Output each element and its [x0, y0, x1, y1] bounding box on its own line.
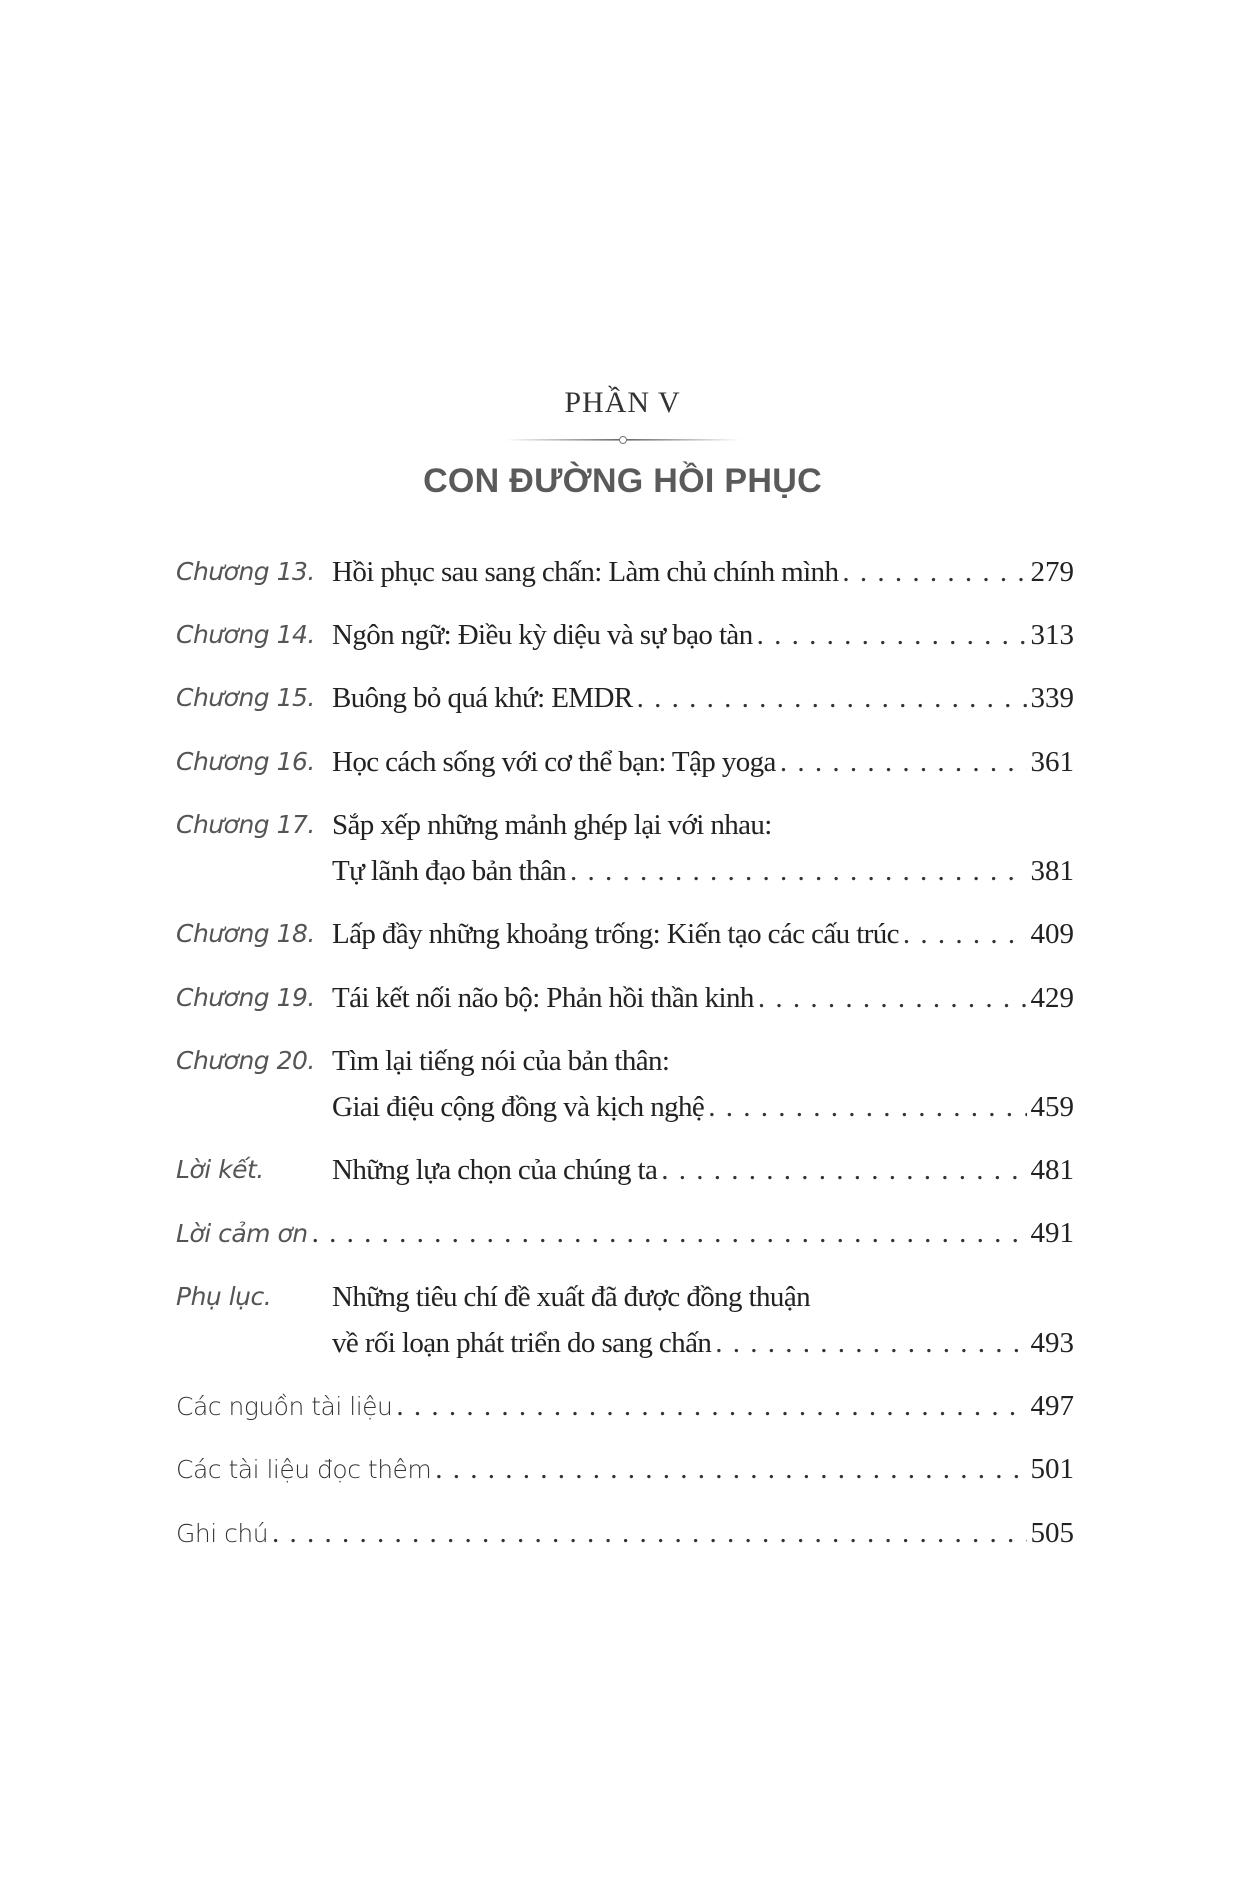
toc-entry-line	[332, 742, 1074, 788]
part-label: PHẦN V	[564, 386, 681, 419]
part-title: CON ĐƯỜNG HỒI PHỤC	[423, 462, 822, 500]
toc-entry-label: Chương 16.	[176, 747, 315, 776]
toc-entry[interactable]	[176, 1277, 1074, 1369]
dot-leader	[661, 1150, 1026, 1190]
toc-entry-page: 501	[1030, 1453, 1074, 1485]
toc-entry-line	[332, 678, 1074, 724]
toc-entry-line	[332, 552, 1074, 598]
toc-entry-title: Các nguồn tài liệu	[176, 1392, 393, 1421]
dot-leader	[637, 678, 1027, 718]
toc-entry[interactable]	[176, 978, 1074, 1024]
toc-entry-line	[332, 978, 1074, 1024]
toc-entry[interactable]	[176, 1041, 1074, 1133]
toc-entry[interactable]	[176, 678, 1074, 724]
dot-leader	[570, 851, 1026, 891]
toc-entry-line	[332, 851, 1074, 897]
toc-entry-page: 313	[1030, 619, 1074, 651]
toc-entry-label: Chương 17.	[176, 810, 315, 839]
toc-entry-label: Chương 14.	[176, 620, 315, 649]
toc-entry[interactable]	[176, 914, 1074, 960]
toc-entry[interactable]	[176, 1386, 1074, 1432]
toc-entry-page: 459	[1030, 1091, 1074, 1123]
dot-leader	[758, 978, 1027, 1018]
toc-entry-title: Học cách sống với cơ thể bạn: Tập yoga	[332, 746, 776, 778]
toc-entry-page: 497	[1030, 1390, 1074, 1422]
toc-entry-label: Chương 13.	[176, 557, 315, 586]
toc-entry-line	[176, 1513, 1074, 1559]
toc-entry-title: Ngôn ngữ: Điều kỳ diệu và sự bạo tàn	[332, 619, 753, 651]
toc-entry-title: Sắp xếp những mảnh ghép lại với nhau:	[332, 809, 772, 841]
toc-entry[interactable]	[176, 1213, 1074, 1259]
toc-entry[interactable]	[176, 1150, 1074, 1196]
dot-leader	[312, 1213, 1027, 1253]
toc-entry[interactable]	[176, 615, 1074, 661]
dot-leader	[780, 742, 1027, 782]
toc-entry-page: 409	[1030, 918, 1074, 950]
toc-entry[interactable]	[176, 1449, 1074, 1495]
toc-entry-line	[176, 1213, 1074, 1259]
toc-entry-label: Chương 18.	[176, 919, 315, 948]
toc-entry-line	[332, 1087, 1074, 1133]
toc-entry-title: về rối loạn phát triển do sang chấn	[332, 1327, 712, 1359]
dot-leader	[272, 1513, 1026, 1553]
toc-entry-page: 481	[1030, 1154, 1074, 1186]
toc-entry-label: Lời kết.	[176, 1155, 264, 1184]
toc-entry[interactable]	[176, 742, 1074, 788]
dot-leader	[715, 1323, 1026, 1363]
dot-leader	[903, 914, 1027, 954]
toc-entry-title: Những lựa chọn của chúng ta	[332, 1154, 658, 1186]
toc-entry-title: Tìm lại tiếng nói của bản thân:	[332, 1045, 670, 1077]
toc-entry-title: Lấp đầy những khoảng trống: Kiến tạo các cấu trúc	[332, 918, 899, 950]
dot-leader	[435, 1449, 1026, 1489]
toc-entry-title: Hồi phục sau sang chấn: Làm chủ chính mình	[332, 556, 839, 588]
toc-entry-title: Ghi chú	[176, 1519, 269, 1548]
toc-entry-title: Các tài liệu đọc thêm	[176, 1455, 432, 1484]
toc-entry-line	[332, 1041, 1074, 1087]
toc-entry-label: Phụ lục.	[176, 1282, 272, 1311]
toc-entry-line	[332, 1277, 1074, 1323]
toc-entry-page: 279	[1030, 556, 1074, 588]
toc-entry-line	[332, 805, 1074, 851]
toc-entry-title: Những tiêu chí đề xuất đã được đồng thuận	[332, 1281, 811, 1313]
toc-entry-title: Tái kết nối não bộ: Phản hồi thần kinh	[332, 982, 754, 1014]
toc-entry-title: Giai điệu cộng đồng và kịch nghệ	[332, 1091, 705, 1123]
toc-entry-title: Tự lãnh đạo bản thân	[332, 855, 567, 887]
toc-entry-line	[332, 1150, 1074, 1196]
toc-entry-line	[332, 1323, 1074, 1369]
toc-entry-line	[176, 1449, 1074, 1495]
toc-entry-page: 505	[1030, 1517, 1074, 1549]
toc-entry-line	[176, 1386, 1074, 1432]
toc-entry[interactable]	[176, 805, 1074, 897]
toc-entry-label: Chương 15.	[176, 683, 315, 712]
dot-leader	[757, 615, 1027, 655]
toc-entry-page: 361	[1030, 746, 1074, 778]
toc-entry-page: 381	[1030, 855, 1074, 887]
toc-entry-page: 491	[1030, 1217, 1074, 1249]
toc-entry[interactable]	[176, 1513, 1074, 1559]
toc-entry-page: 339	[1030, 682, 1074, 714]
toc-entry[interactable]	[176, 552, 1074, 598]
toc-entry-page: 493	[1030, 1327, 1074, 1359]
toc-entry-label: Chương 19.	[176, 983, 315, 1012]
ornament-divider	[505, 435, 741, 445]
toc-entry-line	[332, 615, 1074, 661]
toc-entry-page: 429	[1030, 982, 1074, 1014]
toc-entry-title: Buông bỏ quá khứ: EMDR	[332, 682, 633, 714]
dot-leader	[708, 1087, 1026, 1127]
toc-entry-title: Lời cảm ơn	[176, 1219, 308, 1248]
dot-leader	[396, 1386, 1026, 1426]
toc-entry-line	[332, 914, 1074, 960]
toc-entry-label: Chương 20.	[176, 1046, 315, 1075]
dot-leader	[842, 552, 1026, 592]
